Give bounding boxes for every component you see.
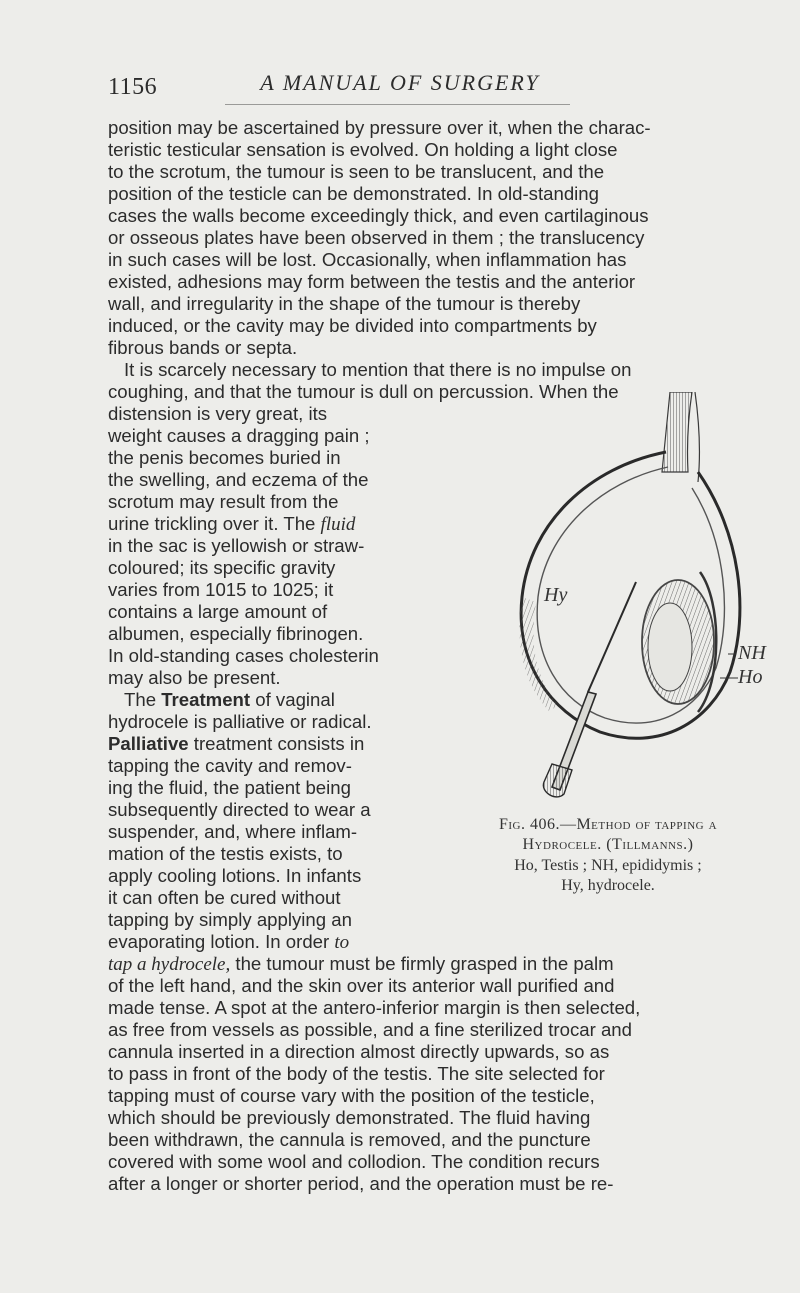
text-line: suspender, and, where inflam- [108, 821, 358, 842]
text-line: varies from 1015 to 1025; it [108, 579, 334, 600]
figure-label-ho: Ho [738, 666, 763, 688]
text-line: teristic testicular sensation is evolved. On holding a light close [108, 139, 618, 160]
italic-term: tap a hydrocele, [108, 954, 231, 975]
text-line: coughing, and that the tumour is dull on percussion. When the [108, 381, 619, 402]
text-line: In old-standing cases cholesterin [108, 645, 379, 666]
text-line: induced, or the cavity may be divided into compartments by [108, 315, 597, 336]
text-line: mation of the testis exists, to [108, 843, 343, 864]
caption-source: Hydrocele. (Tillmanns.) [522, 836, 694, 853]
text-line [124, 689, 335, 711]
text-line: made tense. A spot at the antero-inferior margin is then selected, [108, 997, 641, 1018]
text-line: of the left hand, and the skin over its anterior wall purified and [108, 975, 615, 996]
hydrocele-tapping-illustration [460, 392, 750, 802]
text-line: distension is very great, its [108, 403, 328, 424]
text-line: coloured; its specific gravity [108, 557, 336, 578]
text-line: the penis becomes buried in [108, 447, 341, 468]
page-header [0, 66, 800, 106]
text-run: The [124, 689, 162, 710]
text-line: may also be present. [108, 667, 281, 688]
text-line: scrotum may result from the [108, 491, 339, 512]
text-line: as free from vessels as possible, and a fine sterilized trocar and [108, 1019, 632, 1040]
text-line: contains a large amount of [108, 601, 328, 622]
text-line: covered with some wool and collodion. The condition recurs [108, 1151, 600, 1172]
text-run: evaporating lotion. In order [108, 931, 335, 952]
text-line: weight causes a dragging pain ; [108, 425, 370, 446]
text-line: subsequently directed to wear a [108, 799, 371, 820]
text-run: urine trickling over it. The [108, 513, 321, 534]
text-run: treatment consists in [188, 733, 365, 754]
text-line: in such cases will be lost. Occasionally, when inflammation has [108, 249, 627, 270]
text-line: or osseous plates have been observed in them ; the translucency [108, 227, 645, 248]
caption-legend: Ho, Testis ; NH, epididymis ; [514, 857, 702, 874]
figure-label-hy: Hy [544, 584, 568, 606]
caption-title: Fig. 406.—Method of tapping a [498, 816, 718, 833]
bold-heading-treatment: Treatment [161, 689, 251, 710]
text-line: fibrous bands or septa. [108, 337, 298, 358]
text-line [108, 733, 364, 755]
text-line: It is scarcely necessary to mention that there is no impulse on [124, 359, 632, 380]
text-line: tapping by simply applying an [108, 909, 352, 930]
text-line: the swelling, and eczema of the [108, 469, 369, 490]
text-run: the tumour must be firmly grasped in the palm [230, 953, 614, 974]
text-line: in the sac is yellowish or straw- [108, 535, 365, 556]
header-rule [225, 104, 570, 105]
text-line [108, 953, 614, 976]
figure-label-nh: NH [738, 642, 766, 664]
text-line: cannula inserted in a direction almost directly upwards, so as [108, 1041, 610, 1062]
running-title: A MANUAL OF SURGERY [260, 70, 540, 95]
text-line [108, 931, 349, 954]
text-line: tapping must of course vary with the position of the testicle, [108, 1085, 595, 1106]
text-line: wall, and irregularity in the shape of the tumour is thereby [108, 293, 581, 314]
text-line: ing the fluid, the patient being [108, 777, 351, 798]
text-line: tapping the cavity and remov- [108, 755, 352, 776]
text-line: after a longer or shorter period, and the operation must be re- [108, 1173, 614, 1194]
text-line: albumen, especially fibrinogen. [108, 623, 364, 644]
italic-term: to [334, 932, 350, 953]
text-line [108, 513, 355, 536]
text-line: to pass in front of the body of the testis. The site selected for [108, 1063, 605, 1084]
text-line: apply cooling lotions. In infants [108, 865, 362, 886]
text-line: been withdrawn, the cannula is removed, and the puncture [108, 1129, 591, 1150]
page-number: 1156 [108, 74, 158, 100]
text-line: which should be previously demonstrated. The fluid having [108, 1107, 591, 1128]
text-line: it can often be cured without [108, 887, 341, 908]
text-line: cases the walls become exceedingly thick, and even cartilaginous [108, 205, 649, 226]
text-line: position of the testicle can be demonstrated. In old-standing [108, 183, 599, 204]
text-line: position may be ascertained by pressure over it, when the charac- [108, 117, 651, 138]
text-run: of vaginal [250, 689, 335, 710]
text-line: hydrocele is palliative or radical. [108, 711, 372, 732]
italic-term: fluid [320, 514, 356, 535]
bold-heading-palliative: Palliative [108, 733, 189, 754]
caption-legend: Hy, hydrocele. [561, 877, 655, 894]
text-line: existed, adhesions may form between the testis and the anterior [108, 271, 636, 292]
text-line: to the scrotum, the tumour is seen to be translucent, and the [108, 161, 605, 182]
